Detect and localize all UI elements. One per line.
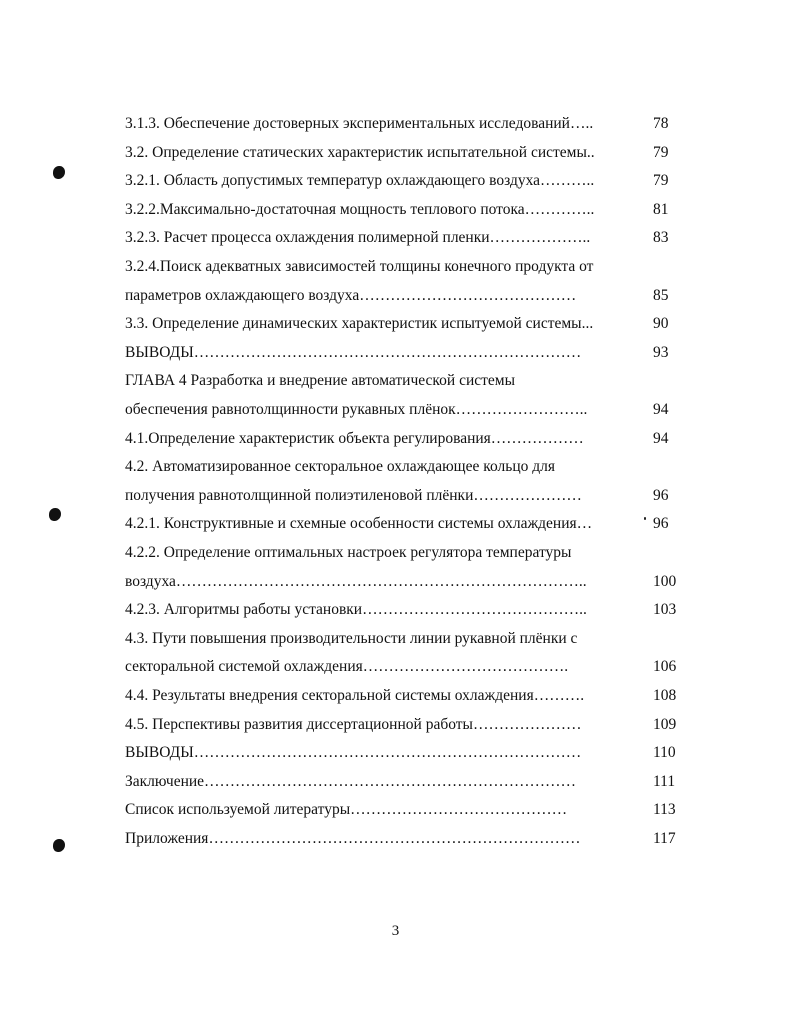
toc-entry <box>125 740 685 766</box>
toc-entry-page: 79 <box>653 144 669 161</box>
toc-entry <box>125 111 685 137</box>
toc-entry <box>125 569 685 595</box>
toc-entry-page: 113 <box>653 801 676 818</box>
toc-entry-title: ГЛАВА 4 Разработка и внедрение автоматической системы <box>125 372 516 389</box>
toc-entry <box>125 683 685 709</box>
toc-entry-title: 3.1.3. Обеспечение достоверных экспериментальных исследований….. <box>125 115 594 132</box>
toc-entry-page: 96 <box>653 515 669 532</box>
toc-entry <box>125 340 685 366</box>
toc-entry-title: 4.3. Пути повышения производительности линии рукавной плёнки с <box>125 630 578 647</box>
toc-entry <box>125 168 685 194</box>
toc-entry <box>125 483 685 509</box>
toc-entry <box>125 254 685 280</box>
toc-entry <box>125 797 685 823</box>
toc-entry-title: воздуха…………………………………………………………………….. <box>125 573 587 590</box>
toc-entry-page: 109 <box>653 716 677 733</box>
toc-entry-page: 106 <box>653 658 677 675</box>
toc-entry <box>125 197 685 223</box>
toc-entry-title: 3.2.4.Поиск адекватных зависимостей толщины конечного продукта от <box>125 258 594 275</box>
toc-entry <box>125 397 685 423</box>
toc-entry-title: 4.5. Перспективы развития диссертационной работы………………… <box>125 716 582 733</box>
toc-entry-title: 4.2. Автоматизированное секторальное охлаждающее кольцо для <box>125 458 555 475</box>
toc-entry-title: 4.1.Определение характеристик объекта регулирования……………… <box>125 430 584 447</box>
toc-entry <box>125 426 685 452</box>
toc-entry-page: 110 <box>653 744 676 761</box>
toc-entry-page: 111 <box>653 773 676 790</box>
toc-entry-page: 85 <box>653 287 669 304</box>
toc-entry-page: 83 <box>653 229 669 246</box>
toc-entry-title: 3.2.1. Область допустимых температур охлаждающего воздуха……….. <box>125 172 595 189</box>
toc-entry <box>125 540 685 566</box>
toc-entry-title: обеспечения равнотолщинности рукавных плёнок…………………….. <box>125 401 588 418</box>
toc-entry-title: 4.2.2. Определение оптимальных настроек регулятора температуры <box>125 544 572 561</box>
toc-entry-title: Приложения……………………………………………………………… <box>125 830 581 847</box>
toc-entry-page: 108 <box>653 687 677 704</box>
scan-artifact-mark <box>53 839 65 852</box>
scan-artifact-mark <box>53 166 65 179</box>
toc-entry-page: 100 <box>653 573 677 590</box>
toc-entry-page: 103 <box>653 601 677 618</box>
toc-entry <box>125 712 685 738</box>
toc-entry-page: 81 <box>653 201 669 218</box>
toc-entry <box>125 826 685 852</box>
toc-entry-title: 4.2.1. Конструктивные и схемные особенности системы охлаждения… <box>125 515 593 532</box>
toc-entry-page: 79 <box>653 172 669 189</box>
toc-entry-title: ВЫВОДЫ………………………………………………………………… <box>125 344 582 361</box>
toc-entry <box>125 311 685 337</box>
toc-entry-title: Заключение……………………………………………………………… <box>125 773 577 790</box>
toc-entry <box>125 368 685 394</box>
toc-entry-title: секторальной системой охлаждения…………………………………. <box>125 658 569 675</box>
toc-entry-title: 3.2.2.Максимально-достаточная мощность теплового потока………….. <box>125 201 595 218</box>
toc-entry-title: 3.2.3. Расчет процесса охлаждения полимерной пленки……………….. <box>125 229 591 246</box>
toc-entry <box>125 283 685 309</box>
toc-entry-title: Список используемой литературы…………………………………… <box>125 801 568 818</box>
toc-entry <box>125 454 685 480</box>
scan-artifact-mark <box>49 508 61 521</box>
toc-entry-page: 90 <box>653 315 669 332</box>
page-number: 3 <box>391 923 400 939</box>
toc-entry <box>125 597 685 623</box>
toc-entry <box>125 140 685 166</box>
toc-entry-title: 3.3. Определение динамических характеристик испытуемой системы... <box>125 315 594 332</box>
toc-entry <box>125 225 685 251</box>
toc-entry-page: 93 <box>653 344 669 361</box>
toc-entry <box>125 511 685 537</box>
toc-entry-title: 4.2.3. Алгоритмы работы установки…………………………………….. <box>125 601 587 618</box>
toc-entry <box>125 626 685 652</box>
toc-entry-page: 78 <box>653 115 669 132</box>
toc-entry-title: параметров охлаждающего воздуха…………………………………… <box>125 287 577 304</box>
toc-entry <box>125 769 685 795</box>
toc-entry-title: ВЫВОДЫ………………………………………………………………… <box>125 744 582 761</box>
toc-entry-title: 4.4. Результаты внедрения секторальной системы охлаждения………. <box>125 687 585 704</box>
toc-entry-title: 3.2. Определение статических характеристик испытательной системы.. <box>125 144 595 161</box>
toc-entry-page: 96 <box>653 487 669 504</box>
toc-entry-title: получения равнотолщинной полиэтиленовой плёнки………………… <box>125 487 582 504</box>
toc-entry-page: 94 <box>653 401 669 418</box>
toc-entry-page: 117 <box>653 830 676 847</box>
toc-entry <box>125 654 685 680</box>
toc-entry-page: 94 <box>653 430 669 447</box>
